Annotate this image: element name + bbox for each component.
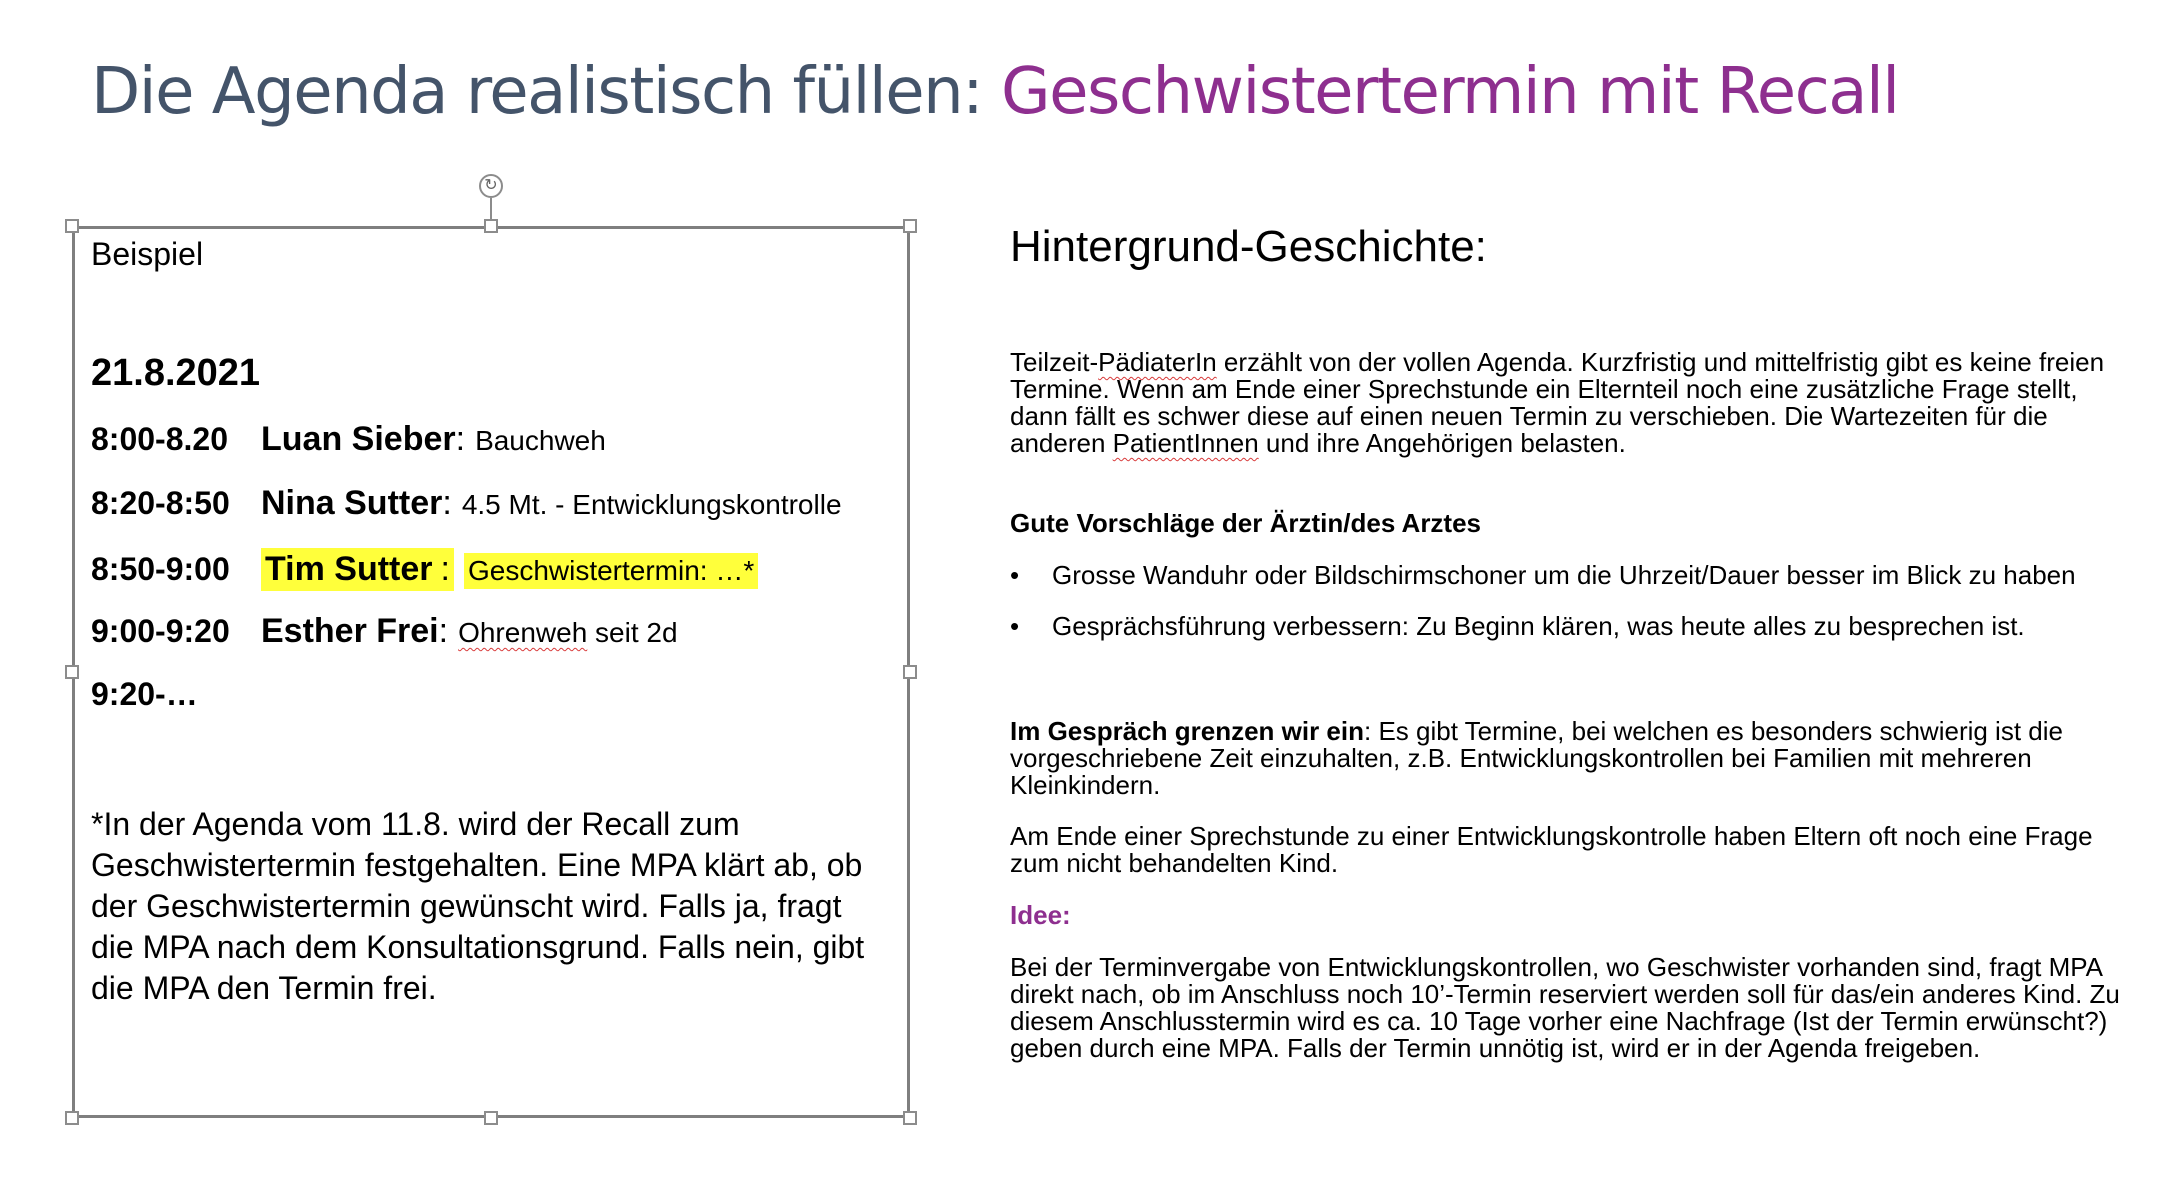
subheading-text: Gute Vorschläge der Ärztin/des Arztes — [1010, 508, 1482, 538]
story-paragraph — [1010, 349, 2130, 457]
title-part-main: Die Agenda realistisch füllen: — [91, 55, 1002, 129]
resize-handle-right[interactable] — [903, 665, 917, 679]
agenda-row — [91, 420, 606, 459]
text-run: und ihre Angehörigen belasten. — [1258, 428, 1626, 458]
resize-handle-bottom[interactable] — [484, 1111, 498, 1125]
example-label: Beispiel — [91, 236, 204, 272]
bullet-icon: • — [1010, 560, 1020, 590]
resize-handle-top[interactable] — [484, 219, 498, 233]
reason-rest: seit 2d — [587, 617, 678, 648]
patient-name: Tim Sutter — [261, 548, 437, 591]
appointment-reason — [458, 617, 677, 649]
rotate-handle-icon[interactable]: ↻ — [479, 174, 503, 198]
colon: : — [455, 420, 466, 458]
appointment-time: 8:00-8.20 — [91, 421, 228, 457]
appointment-time: 9:00-9:20 — [91, 613, 230, 649]
spellcheck-word: Ohrenweh — [458, 617, 588, 648]
text-run: Teilzeit- — [1010, 347, 1099, 377]
slide-title[interactable] — [91, 44, 1899, 140]
patient-name: Nina Sutter — [261, 484, 443, 522]
spellcheck-word: PädiaterIn — [1098, 347, 1217, 377]
appointment-reason: 4.5 Mt. - Entwicklungskontrolle — [461, 489, 842, 520]
list-item-text: Grosse Wanduhr oder Bildschirmschoner um die Uhrzeit/Dauer besser im Blick zu haben — [1052, 560, 2076, 590]
bullet-icon: • — [1010, 611, 1020, 641]
resize-handle-bottom-right[interactable] — [903, 1111, 917, 1125]
patient-name: Luan Sieber — [261, 420, 456, 458]
resize-handle-top-left[interactable] — [65, 219, 79, 233]
colon: : — [437, 548, 454, 591]
colon: : — [438, 612, 449, 650]
list-item — [1010, 562, 2130, 589]
appointment-time: 8:50-9:00 — [91, 551, 230, 587]
story-paragraph — [1010, 718, 2130, 799]
agenda-row — [91, 676, 261, 713]
list-item — [1010, 613, 2130, 640]
patient-name: Esther Frei — [261, 612, 439, 650]
appointment-reason: Bauchweh — [475, 425, 606, 456]
resize-handle-top-right[interactable] — [903, 219, 917, 233]
suggestions-heading — [1010, 510, 2130, 537]
agenda-date: 21.8.2021 — [91, 352, 261, 394]
appointment-time: 9:20-… — [91, 676, 198, 712]
spellcheck-word: PatientInnen — [1112, 428, 1259, 458]
resize-handle-left[interactable] — [65, 665, 79, 679]
bold-lead: Im Gespräch grenzen wir ein — [1010, 716, 1364, 746]
text-run: erzählt von der vollen Agenda. Kurzfristig und mittelfristig gibt es keine freien Termine. Wenn am Ende einer Sprechstunde ein Elternteil noch eine zusätzliche Frage stellt, dann fällt es schwer diese auf einen neuen Termin zu verschieben. Die Wartezeiten für die anderen — [1010, 347, 2105, 458]
resize-handle-bottom-left[interactable] — [65, 1111, 79, 1125]
appointment-time: 8:20-8:50 — [91, 485, 230, 521]
text-run: : Es gibt Termine, bei welchen es besonders schwierig ist die vorgeschriebene Zeit einzuhalten, z.B. Entwicklungskontrollen bei Familien mit mehreren Kleinkindern. — [1010, 716, 2063, 800]
agenda-row — [91, 484, 842, 523]
suggestions-list — [1010, 562, 2130, 664]
idea-label: Idee: — [1010, 900, 1071, 930]
list-item-text: Gesprächsführung verbessern: Zu Beginn klären, was heute alles zu besprechen ist. — [1052, 611, 2025, 641]
story-paragraph: Am Ende einer Sprechstunde zu einer Entwicklungskontrolle haben Eltern oft noch eine Frage zum nicht behandelten Kind. — [1010, 821, 2093, 878]
idea-paragraph: Bei der Terminvergabe von Entwicklungskontrollen, wo Geschwister vorhanden sind, fragt MPA direkt nach, ob im Anschluss noch 10’-Termin reserviert werden soll für das/ein anderes Kind. Zu diesem Anschlusstermin wird es ca. 10 Tage vorher eine Nachfrage (Ist der Termin erwünscht?) geben durch eine MPA. Falls der Termin unnötig ist, wird er in der Agenda freigeben. — [1010, 952, 2120, 1063]
agenda-row-highlighted — [91, 548, 758, 591]
appointment-reason: Geschwistertermin: …* — [464, 553, 758, 589]
title-part-highlight: Geschwistertermin mit Recall — [1001, 55, 1899, 129]
background-story-heading: Hintergrund-Geschichte: — [1010, 222, 1487, 271]
footnote-text[interactable]: *In der Agenda vom 11.8. wird der Recall zum Geschwistertermin festgehalten. Eine MPA klärt ab, ob der Geschwistertermin gewünscht wird. Falls ja, fragt die MPA nach dem Konsultationsgrund. Falls nein, gibt die MPA den Termin frei. — [91, 806, 865, 1006]
colon: : — [442, 484, 452, 522]
agenda-row — [91, 612, 678, 651]
